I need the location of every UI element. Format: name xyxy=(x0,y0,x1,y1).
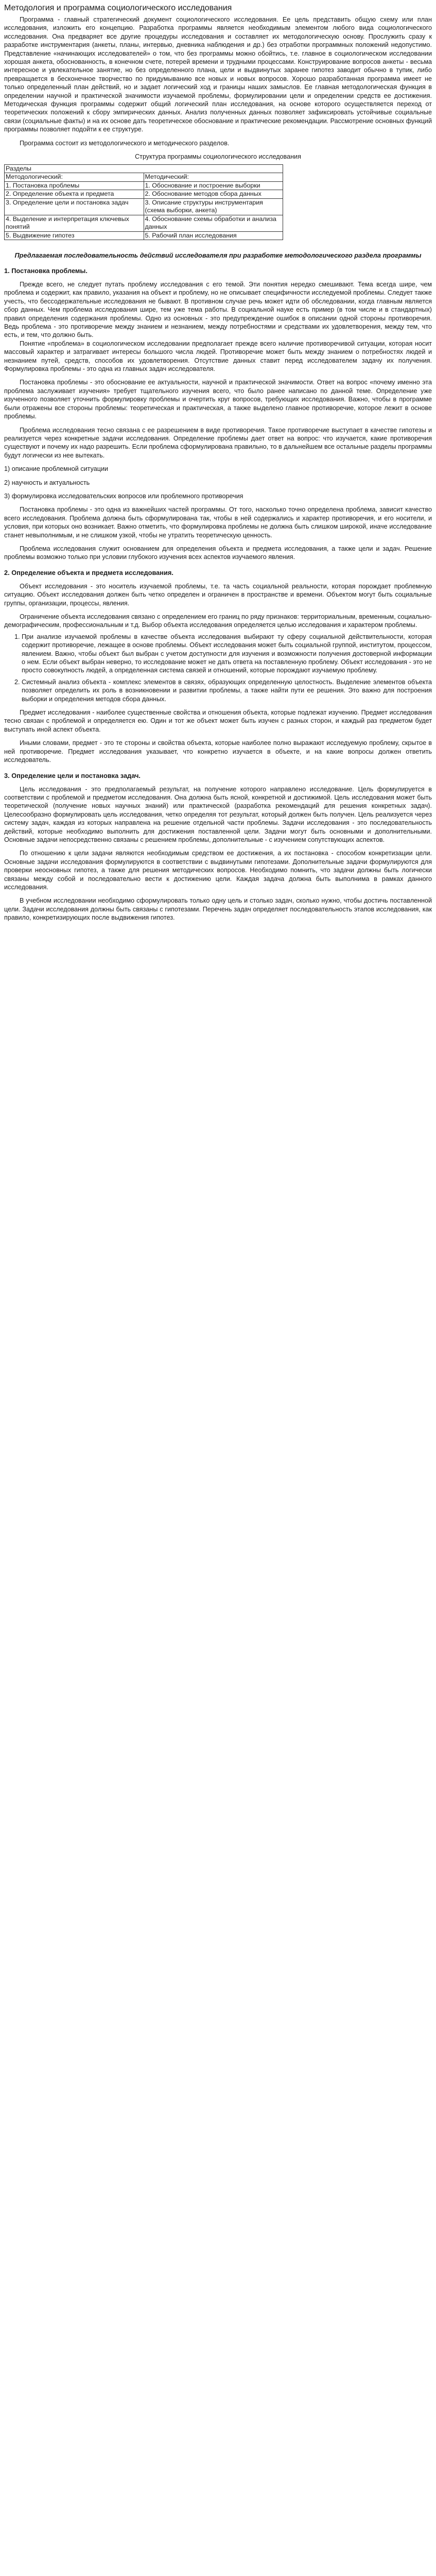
body-paragraph: Иными словами, предмет - это те стороны и свойства объекта, которые наиболее полно выражают исследуемую проблему, скрытое в ней противоречие. Предмет исследования указывает, что конкретно изучается в объекте, и на какие вопросы должен ответить исследователь. xyxy=(4,739,432,764)
intro-paragraph: Программа - главный стратегический документ социологического исследования. Ее цель представить общую схему или план исследования, изложить его концепцию. Разработка программы является необходимым элементом любого вида социологического исследования. Она предваряет все другие процедуры исследования и составляет их методологическую основу. Прослужить сразу к разработке инструментария (анкеты, планы, интервью, дневника наблюдения и др.) без отработки программных положений недопустимо. Представление «начинающих исследователей» о том, что без программы можно обойтись, т.е. главное в социологическом исследовании хорошая анкета, обоснованность, в конечном счете, потерей времени и трудными процессами. Конструирование вопросов анкеты - весьма интересное и увлекательное занятие, но без определенного плана, цели и выдвинутых заранее гипотез заводит обычно в тупик, либо превращается в бесконечное творчество по придумыванию все новых и новых вопросов. Хорошо разработанная программа имеет не только определенный план действий, но и задает логический ход и границы наших замыслов. Ее главная методологическая функция в определении научной и практической значимости изучаемой проблемы, формулировании цели и определении средств ее достижения. Методическая функция программы содержит общий логический план исследования, на основе которого осуществляется переход от теоретических положений к сбору эмпирических данных. Анализ полученных данных позволяет зафиксировать устойчивые социальные связи (социальные факты) и на их основе дать теоретическое обоснование и практические рекомендации. Рассмотрение основных функций программы позволяет подойти к ее структуре. xyxy=(4,16,432,133)
body-paragraph: По отношению к цели задачи являются необходимым средством ее достижения, а их постановка - способом конкретизации цели. Основные задачи исследования формулируются в соответствии с выдвинутыми гипотезами. Дополнительные задачи формулируются для проверки неосновных гипотез, а также для решения методических вопросов. Необходимо помнить, что задачи должны быть логически связаны между собой и последовательно вести к достижению цели. Каждая задача должна быть выполнима в рамках данного исследования. xyxy=(4,850,432,891)
body-paragraph: Цель исследования - это предполагаемый результат, на получение которого направлено исследование. Цель формулируется в соответствии с проблемой и предметом исследования. Она должна быть ясной, конкретной и достижимой. Цель исследования может быть теоретической (получение новых научных знаний) или практической (разработка рекомендаций для решения конкретных задач). Целесообразно формулировать цель исследования, четко определяя тот результат, который должен быть получен. Цель реализуется через систему задач, каждая из которых направлена на решение отдельной части проблемы. Задачи исследования - это последовательность действий, которые необходимо выполнить для достижения поставленной цели. Задачи могут быть основными и дополнительными. Основные задачи непосредственно связаны с решением проблемы, дополнительные - с изучением сопутствующих аспектов. xyxy=(4,785,432,843)
list-item: 2. Системный анализ объекта - комплекс элементов в связях, образующих определенную целостность. Выделение элементов объекта позволяет определить их роль в возникновении и развитии проблемы, а также найти пути ее решения. Это важно для построения выборки и определения методов сбора данных. xyxy=(22,678,432,703)
body-paragraph: Проблема исследования тесно связана с ее разрешением в виде противоречия. Такое противоречие выступает в качестве гипотезы и реализуется через конкретные задачи исследования. Определение проблемы дает ответ на вопрос: что изучается, какие противоречия существуют и почему их надо разрешить. Если проблема сформулирована правильно, то в дальнейшем все остальные разделы программы будут логически из нее вытекать. xyxy=(4,426,432,459)
table-cell: 1. Обоснование и построение выборки xyxy=(144,181,283,190)
table-row xyxy=(5,231,283,240)
table-cell: 4. Обоснование схемы обработки и анализа данных xyxy=(144,215,283,231)
body-paragraph: Объект исследования - это носитель изучаемой проблемы, т.е. та часть социальной реальности, которая порождает проблемную ситуацию. Объект исследования должен быть четко определен и ограничен в пространстве и времени. Объектом могут быть социальные группы, организации, процессы, явления. xyxy=(4,582,432,607)
program-structure-table xyxy=(4,164,283,241)
body-paragraph: Постановка проблемы - это одна из важнейших частей программы. От того, насколько точно определена проблема, зависит качество всего исследования. Проблема должна быть сформулирована так, чтобы в ней содержались и характер противоречия, и его носители, и условия, при которых оно возникает. Важно отметить, что формулировка проблемы не должна быть слишком широкой, иначе исследование станет невыполнимым, и не слишком узкой, чтобы не утратить теоретическую ценность. xyxy=(4,506,432,539)
table-cell: 1. Постановка проблемы xyxy=(5,181,144,190)
list-item: 1. При анализе изучаемой проблемы в качестве объекта исследования выбирают ту сферу социальной действительности, которая содержит противоречие, лежащее в основе проблемы. Объект исследования может быть социальной группой, институтом, процессом, явлением. Важно, чтобы объект был выбран с учетом доступности для изучения и возможности получения достоверной информации о нем. Если объект выбран неверно, то исследование может не дать ответа на поставленную проблему. Объект исследования - это не просто совокупность людей, а определенная система связей и отношений, которые порождают изучаемую проблему. xyxy=(22,633,432,675)
sequence-heading: Предлагаемая последовательность действий исследователя при разработке методологического раздела программы xyxy=(14,251,422,259)
table-row xyxy=(5,181,283,190)
bottom-spacer xyxy=(4,922,432,928)
table-row xyxy=(5,173,283,182)
table-cell: 3. Описание структуры инструментария (схема выборки, анкета) xyxy=(144,198,283,215)
page-title: Методология и программа социологического исследования xyxy=(4,4,232,12)
numbered-list xyxy=(4,633,432,703)
body-paragraph: Понятие «проблема» в социологическом исследовании предполагает прежде всего наличие противоречивой ситуации, которая носит массовый характер и затрагивает интересы большого числа людей. Противоречие может быть между знанием о потребностях людей и незнанием путей, средств, способов их удовлетворения. Отсутствие данных ставит перед исследователем задачу их получения. Формулировка проблемы - это одна из главных задач исследователя. xyxy=(4,340,432,373)
document-page xyxy=(0,0,436,934)
list-item: 3) формулировка исследовательских вопросов или проблемного противоречия xyxy=(4,492,243,500)
body-paragraph: Проблема исследования служит основанием для определения объекта и предмета исследования, а также цели и задач. Решение проблемы возможно только при условии глубокого изучения всех аспектов изучаемого явления. xyxy=(4,545,432,561)
table-cell: 5. Рабочий план исследования xyxy=(144,231,283,240)
table-cell: 5. Выдвижение гипотез xyxy=(5,231,144,240)
body-paragraph: Постановка проблемы - это обоснование ее актуальности, научной и практической значимости. Ответ на вопрос «почему именно эта проблема заслуживает изучения» требует тщательного изучения всего, что было ранее написано по данной теме. Определение уже изученного позволяет уточнить формулировку проблемы и очертить круг вопросов, требующих исследования. Важно, чтобы в программе были отражены все стороны проблемы: теоретическая и практическая, а также выделено главное противоречие, которое лежит в основе проблемы. xyxy=(4,379,432,420)
table-col-heading: Методологический: xyxy=(5,173,144,182)
table-row xyxy=(5,198,283,215)
table-col-heading: Методический: xyxy=(144,173,283,182)
body-paragraph: Ограничение объекта исследования связано с определением его границ по ряду признаков: территориальным, временным, социально-демографическим, профессиональным и т.д. Выбор объекта исследования определяется целью исследования и характером проблемы. xyxy=(4,613,432,629)
table-caption: Структура программы социологического исследования xyxy=(135,153,301,161)
table-cell: 3. Определение цели и постановка задач xyxy=(5,198,144,215)
table-row xyxy=(5,215,283,231)
body-paragraph: Прежде всего, не следует путать проблему исследования с его темой. Эти понятия нередко смешивают. Тема всегда шире, чем проблема и содержит, как правило, указания на объект и проблему, но не описывает специфичности исследуемой проблемы. Следует также учесть, что бессодержательные исследования не бывают. В противном случае речь может идти об обследовании, когда главным является сбор данных. Чем проблема исследования шире, тем уже тема работы. В социальной науке есть пример (в том числе и в стандартных) правил определения содержания проблемы. Одно из основных - это предупреждение ошибок в описании одной стороны противоречия. Ведь проблема - это противоречие между знанием и незнанием, между потребностями и средствами их удовлетворения, между тем, что есть, и тем, что должно быть. xyxy=(4,281,432,339)
table-cell: 4. Выделение и интерпретация ключевых понятий xyxy=(5,215,144,231)
body-paragraph: Предмет исследования - наиболее существенные свойства и отношения объекта, которые подлежат изучению. Предмет исследования тесно связан с проблемой и определяется ею. Один и тот же объект может быть изучен с разных сторон, и каждый раз предметом будет выступать иной аспект объекта. xyxy=(4,709,432,733)
table-cell: 2. Определение объекта и предмета xyxy=(5,190,144,199)
table-header-cell: Разделы xyxy=(5,164,283,173)
section-heading-goal: 3. Определение цели и постановка задач. xyxy=(4,771,141,779)
body-paragraph: В учебном исследовании необходимо сформулировать только одну цель и столько задач, сколько нужно, чтобы достичь поставленной цели. Задачи исследования должны быть связаны с гипотезами. Перечень задач определяет последовательность этапов исследования, как правило, конкретизирующих после выдвижения гипотез. xyxy=(4,897,432,922)
structure-intro: Программа состоит из методологического и методического разделов. xyxy=(20,139,230,147)
table-row xyxy=(5,190,283,199)
list-item: 2) научность и актуальность xyxy=(4,479,90,486)
section-heading-object: 2. Определение объекта и предмета исследования. xyxy=(4,568,173,577)
list-item: 1) описание проблемной ситуации xyxy=(4,465,109,473)
section-heading-problem: 1. Постановка проблемы. xyxy=(4,267,88,275)
table-header-row xyxy=(5,164,283,173)
table-cell: 2. Обоснование методов сбора данных xyxy=(144,190,283,199)
